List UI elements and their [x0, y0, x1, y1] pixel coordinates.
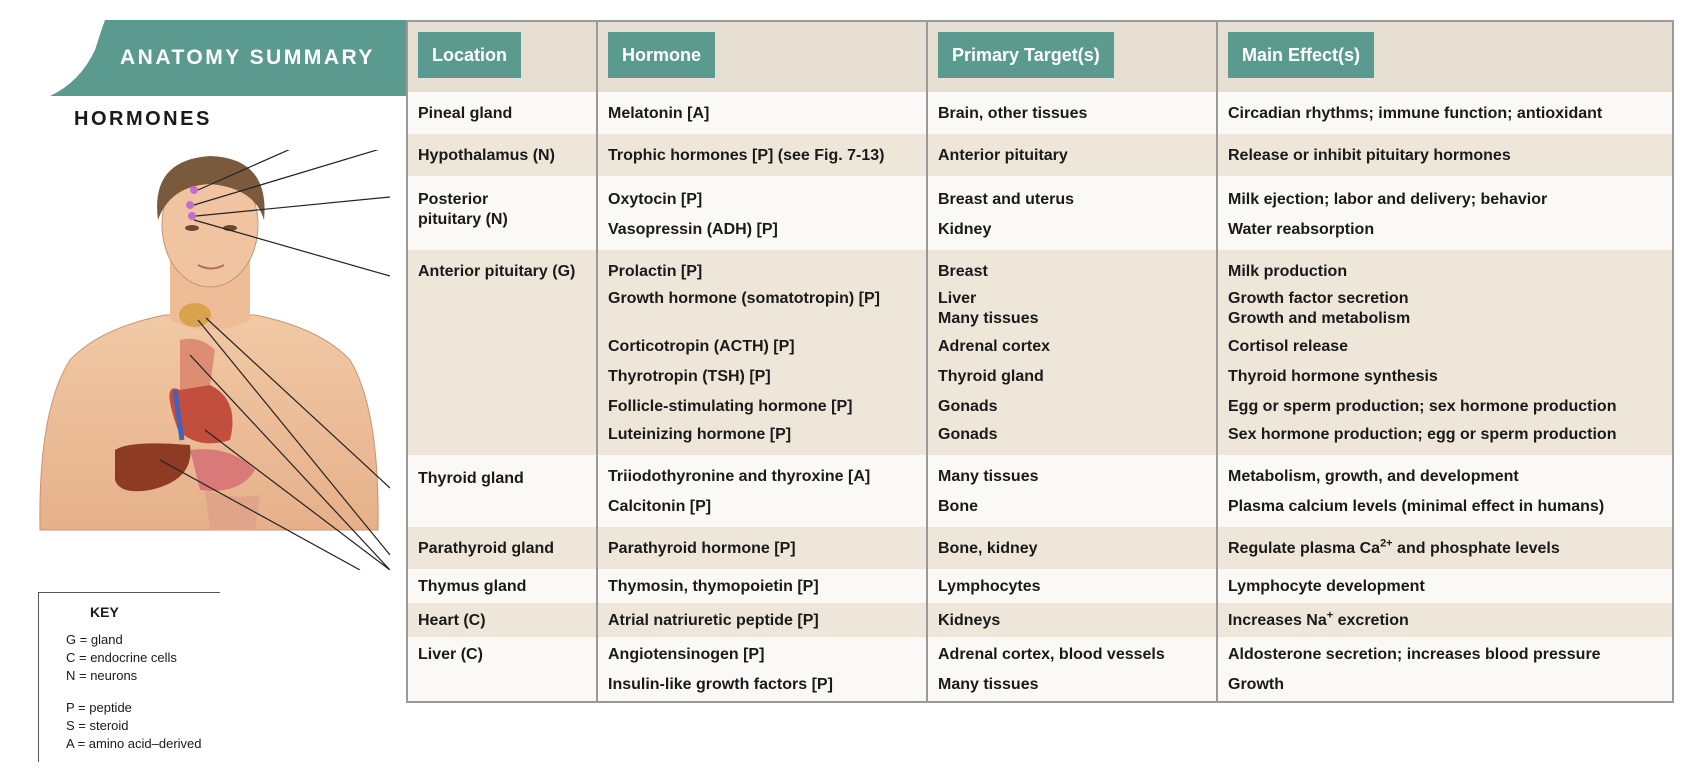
- column-header-targets: Primary Target(s): [927, 21, 1217, 92]
- location-cell: Hypothalamus (N): [407, 134, 597, 176]
- effect-cell: Increases Na+ excretion: [1217, 603, 1673, 637]
- hormones-table: [406, 20, 1674, 703]
- effect-cell: Regulate plasma $Ca^{2+}$ and phosphate levels: [1217, 527, 1673, 569]
- target-cell: Anterior pituitary: [927, 134, 1217, 176]
- table-row: [407, 176, 1673, 250]
- target-cell: Breast and uterus Kidney: [927, 176, 1217, 250]
- effect-cell: Metabolism, growth, and development Plasma calcium levels (minimal effect in humans): [1217, 455, 1673, 527]
- target-cell: Many tissues Bone: [927, 455, 1217, 527]
- key-item: G = gland: [66, 632, 123, 647]
- table-row: [407, 250, 1673, 455]
- location-cell: Thymus gland: [407, 569, 597, 603]
- target-cell: Adrenal cortex, blood vessels Many tissues: [927, 637, 1217, 702]
- target-cell: Kidneys: [927, 603, 1217, 637]
- table-row: [407, 569, 1673, 603]
- hormone-cell: Oxytocin [P] Vasopressin (ADH) [P]: [597, 176, 927, 250]
- key-item: P = peptide: [66, 700, 132, 715]
- table-row: [407, 603, 1673, 637]
- key-border: [38, 592, 39, 762]
- effect-cell: Lymphocyte development: [1217, 569, 1673, 603]
- section-title: ANATOMY SUMMARY: [120, 46, 375, 69]
- key-item: C = endocrine cells: [66, 650, 177, 665]
- page-subtitle: HORMONES: [74, 108, 212, 130]
- column-header-location: Location: [407, 21, 597, 92]
- key-item: A = amino acid–derived: [66, 736, 202, 751]
- hormone-cell: Thymosin, thymopoietin [P]: [597, 569, 927, 603]
- table-row: [407, 455, 1673, 527]
- table-header-row: [407, 21, 1673, 92]
- key-item: S = steroid: [66, 718, 129, 733]
- location-cell: Liver (C): [407, 637, 597, 702]
- anatomy-figure: [30, 150, 390, 570]
- hormone-cell: Triiodothyronine and thyroxine [A] Calcitonin [P]: [597, 455, 927, 527]
- hormone-cell: Prolactin [P] Growth hormone (somatotropin) [P] Corticotropin (ACTH) [P] Thyrotropin (TSH) [P] Follicle-stimulating hormone [P] Luteinizing hormone [P]: [597, 250, 927, 455]
- location-cell: Anterior pituitary (G): [407, 250, 597, 455]
- target-cell: Breast Liver Many tissues Adrenal cortex Thyroid gland Gonads Gonads: [927, 250, 1217, 455]
- hormone-cell: Parathyroid hormone [P]: [597, 527, 927, 569]
- table-row: [407, 527, 1673, 569]
- column-header-hormone: Hormone: [597, 21, 927, 92]
- hormone-cell: Trophic hormones [P] (see Fig. 7-13): [597, 134, 927, 176]
- target-cell: Bone, kidney: [927, 527, 1217, 569]
- location-cell: Parathyroid gland: [407, 527, 597, 569]
- key-divider: [38, 592, 220, 593]
- column-header-effects: Main Effect(s): [1217, 21, 1673, 92]
- location-cell: Pineal gland: [407, 92, 597, 134]
- table-row: [407, 637, 1673, 702]
- location-cell: Thyroid gland: [407, 455, 597, 527]
- key-item: N = neurons: [66, 668, 138, 683]
- key-title: KEY: [90, 604, 119, 620]
- location-cell: Posterior pituitary (N): [407, 176, 597, 250]
- effect-cell: Milk ejection; labor and delivery; behavior Water reabsorption: [1217, 176, 1673, 250]
- table-row: [407, 92, 1673, 134]
- table-row: [407, 134, 1673, 176]
- effect-cell: Release or inhibit pituitary hormones: [1217, 134, 1673, 176]
- effect-cell: Aldosterone secretion; increases blood pressure Growth: [1217, 637, 1673, 702]
- target-cell: Lymphocytes: [927, 569, 1217, 603]
- hormone-cell: Atrial natriuretic peptide [P]: [597, 603, 927, 637]
- hormone-cell: Melatonin [A]: [597, 92, 927, 134]
- hormone-cell: Angiotensinogen [P] Insulin-like growth factors [P]: [597, 637, 927, 702]
- effect-cell: Milk production Growth factor secretion Growth and metabolism Cortisol release Thyroid hormone synthesis Egg or sperm production; sex hormone production Sex hormone production; egg or sperm production: [1217, 250, 1673, 455]
- effect-cell: Circadian rhythms; immune function; antioxidant: [1217, 92, 1673, 134]
- location-cell: Heart (C): [407, 603, 597, 637]
- target-cell: Brain, other tissues: [927, 92, 1217, 134]
